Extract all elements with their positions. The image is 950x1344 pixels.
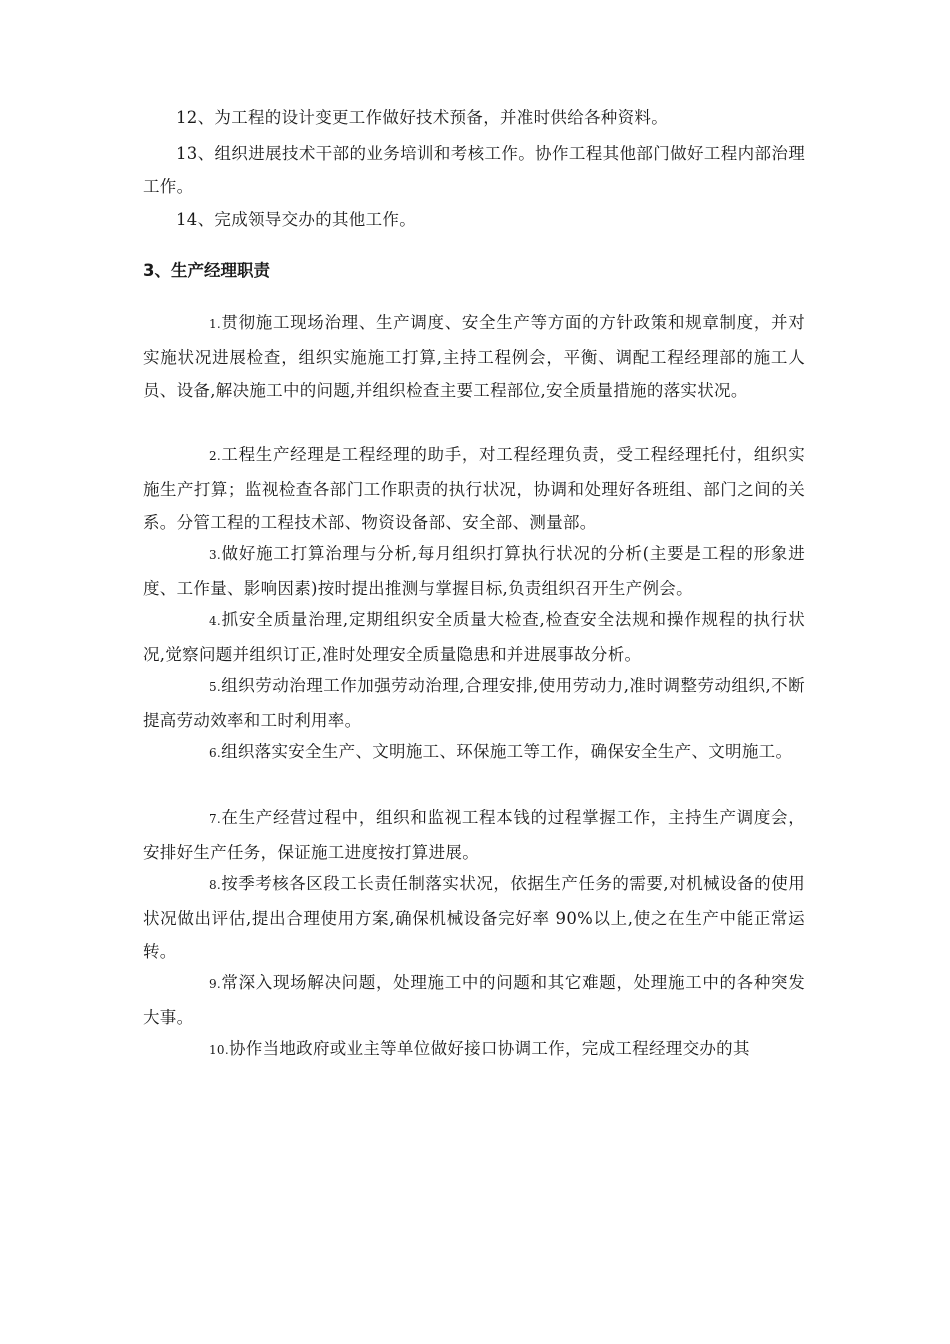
item-text: 常深入现场解决问题，处理施工中的问题和其它难题，处理施工中的各种突发大事。 <box>143 973 805 1027</box>
list-item <box>143 966 805 1034</box>
item-number: 2. <box>209 449 222 463</box>
list-item <box>143 867 805 968</box>
item-number: 4. <box>209 614 222 628</box>
list-item <box>143 1032 805 1067</box>
item-number: 1. <box>209 317 222 331</box>
list-item <box>143 537 805 605</box>
item-text: 抓安全质量治理,定期组织安全质量大检查,检查安全法规和操作规程的执行状况,觉察问题并组织订正,准时处理安全质量隐患和并进展事故分析。 <box>143 610 805 664</box>
list-item <box>143 669 805 737</box>
item-text: 工程生产经理是工程经理的助手，对工程经理负责，受工程经理托付，组织实施生产打算；监视检查各部门工作职责的执行状况，协调和处理好各班组、部门之间的关系。分管工程的工程技术部、物资设备部、安全部、测量部。 <box>143 445 805 532</box>
item-number: 3. <box>209 548 222 562</box>
item-text: 按季考核各区段工长责任制落实状况，依据生产任务的需要,对机械设备的使用状况做出评估,提出合理使用方案,确保机械设备完好率 90%以上,使之在生产中能正常运转。 <box>143 874 805 961</box>
item-number: 6. <box>209 746 222 760</box>
section-heading: 3、生产经理职责 <box>143 261 270 280</box>
list-item <box>143 306 805 407</box>
list-item <box>143 438 805 539</box>
paragraph-prev-14: 14、完成领导交办的其他工作。 <box>176 210 416 229</box>
list-item <box>143 603 805 671</box>
item-number: 7. <box>209 812 222 826</box>
paragraph-prev-12: 12、为工程的设计变更工作做好技术预备，并准时供给各种资料。 <box>176 108 668 127</box>
list-item <box>143 801 805 869</box>
item-number: 8. <box>209 878 222 892</box>
item-text: 贯彻施工现场治理、生产调度、安全生产等方面的方针政策和规章制度，并对实施状况进展检查，组织实施施工打算,主持工程例会，平衡、调配工程经理部的施工人员、设备,解决施工中的问题,并组织检查主要工程部位,安全质量措施的落实状况。 <box>143 313 805 400</box>
item-number: 9. <box>209 977 222 991</box>
list-item <box>143 735 805 770</box>
paragraph-prev-13: 13、组织进展技术干部的业务培训和考核工作。协作工程其他部门做好工程内部治理工作。 <box>143 144 805 196</box>
item-text: 组织劳动治理工作加强劳动治理,合理安排,使用劳动力,准时调整劳动组织,不断提高劳动效率和工时利用率。 <box>143 676 805 730</box>
item-text: 做好施工打算治理与分析,每月组织打算执行状况的分析(主要是工程的形象进度、工作量、影响因素)按时提出推测与掌握目标,负责组织召开生产例会。 <box>143 544 805 598</box>
item-number: 5. <box>209 680 222 694</box>
item-text: 组织落实安全生产、文明施工、环保施工等工作，确保安全生产、文明施工。 <box>221 742 793 761</box>
item-number: 10. <box>209 1043 229 1057</box>
item-text: 协作当地政府或业主等单位做好接口协调工作，完成工程经理交办的其 <box>228 1039 750 1058</box>
item-text: 在生产经营过程中，组织和监视工程本钱的过程掌握工作，主持生产调度会，安排好生产任务，保证施工进度按打算进展。 <box>143 808 805 862</box>
